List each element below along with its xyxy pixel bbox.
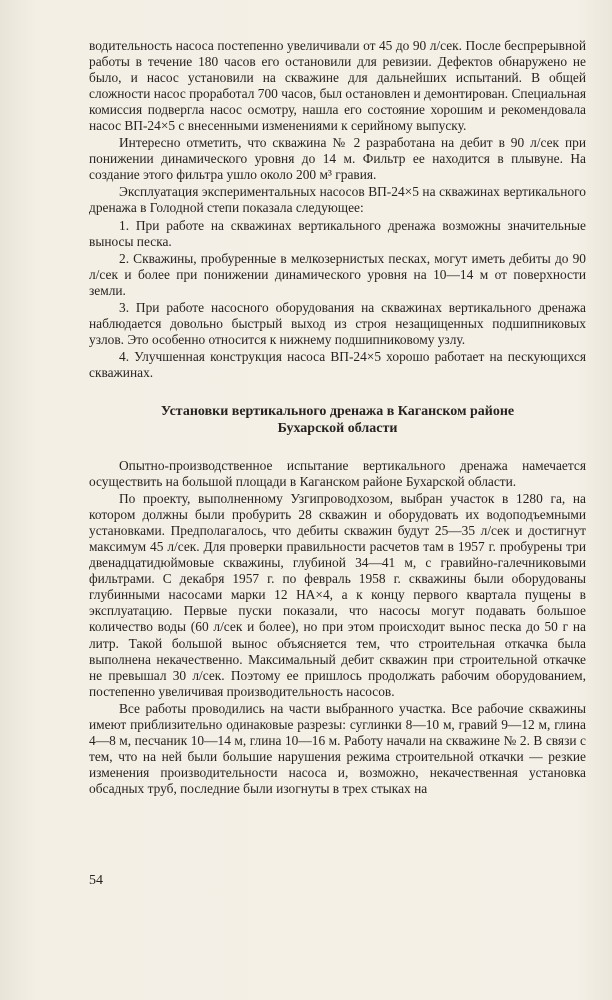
- paragraph: водительность насоса постепенно увеличивали от 45 до 90 л/сек. После беспрерывной работы в течение 180 часов его остановили для ревизии. Дефектов обнаружено не было, и насос установили на скважине для дальнейших испытаний. В общей сложности насос проработал 700 часов, был остановлен и демонтирован. Специальная комиссия подвергла насос осмотру, нашла его состояние хорошим и рекомендовала насос ВП-24×5 с внесенными изменениями к серийному выпуску.: [89, 38, 586, 134]
- section-heading-line-1: Установки вертикального дренажа в Каганском районе: [160, 403, 515, 419]
- paragraph: 2. Скважины, пробуренные в мелкозернистых песках, могут иметь дебиты до 90 л/сек и более при понижении динамического уровня на 10—14 м от поверхности земли.: [89, 250, 586, 298]
- paragraph: По проекту, выполненному Узгипроводхозом, выбран участок в 1280 га, на котором должны были пробурить 28 скважин и оборудовать их водоподъемными установками. Предполагалось, что дебиты скважин будут 25—35 л/сек и достигнут максимум 45 л/сек. Для проверки правильности расчетов там в 1957 г. пробурены три двенадцатидюймовые скважины, глубиной 34—41 м, с гравийно-галечниковыми фильтрами. С декабря 1957 г. по февраль 1958 г. скважины были оборудованы глубинными насосами марки 12 НА×4, а к концу первого квартала пущены в эксплуатацию. Первые пуски показали, что насосы могут подавать большое количество воды (60 л/сек и более), но при этом происходит вынос песка до 50 г на литр. Такой большой вынос объясняется тем, что строительная откачка была выполнена некачественно. Максимальный дебит скважин при строительной откачке не превышал 30 л/сек. Поэтому ее пришлось продолжать рабочим оборудованием, постепенно увеличивая производительность насосов.: [89, 491, 586, 699]
- paragraph: Все работы проводились на части выбранного участка. Все рабочие скважины имеют приблизительно одинаковые разрезы: суглинки 8—10 м, гравий 9—12 м, глина 4—8 м, песчаник 10—14 м, глина 10—16 м. Работу начали на скважине № 2. В связи с тем, что на ней были большие нарушения режима строительной откачки — резкие изменения производительности насоса и, возможно, некачественная установка обсадных труб, последние были изогнуты в трех стыках на: [89, 700, 586, 796]
- top-paragraphs: [89, 38, 586, 381]
- section-heading: [89, 403, 586, 437]
- page-number: 54: [89, 873, 103, 888]
- paragraph: 1. При работе на скважинах вертикального дренажа возможны значительные выносы песка.: [89, 217, 586, 249]
- bottom-paragraphs: [89, 458, 586, 797]
- page-text-block: [89, 38, 586, 797]
- paragraph: 3. При работе насосного оборудования на скважинах вертикального дренажа наблюдается довольно быстрый выход из строя незащищенных подшипниковых узлов. Это особенно относится к нижнему подшипниковому узлу.: [89, 299, 586, 347]
- section-heading-line-2: Бухарской области: [277, 420, 398, 436]
- paragraph: Интересно отметить, что скважина № 2 разработана на дебит в 90 л/сек при понижении динамического уровня до 14 м. Фильтр ее находится в плывуне. На создание этого фильтра ушло около 200 м³ гравия.: [89, 135, 586, 183]
- paragraph: Эксплуатация экспериментальных насосов ВП-24×5 на скважинах вертикального дренажа в Голодной степи показала следующее:: [89, 184, 586, 216]
- paragraph: 4. Улучшенная конструкция насоса ВП-24×5 хорошо работает на пескующихся скважинах.: [89, 348, 586, 380]
- paragraph: Опытно-производственное испытание вертикального дренажа намечается осуществить на большой площади в Каганском районе Бухарской области.: [89, 457, 586, 490]
